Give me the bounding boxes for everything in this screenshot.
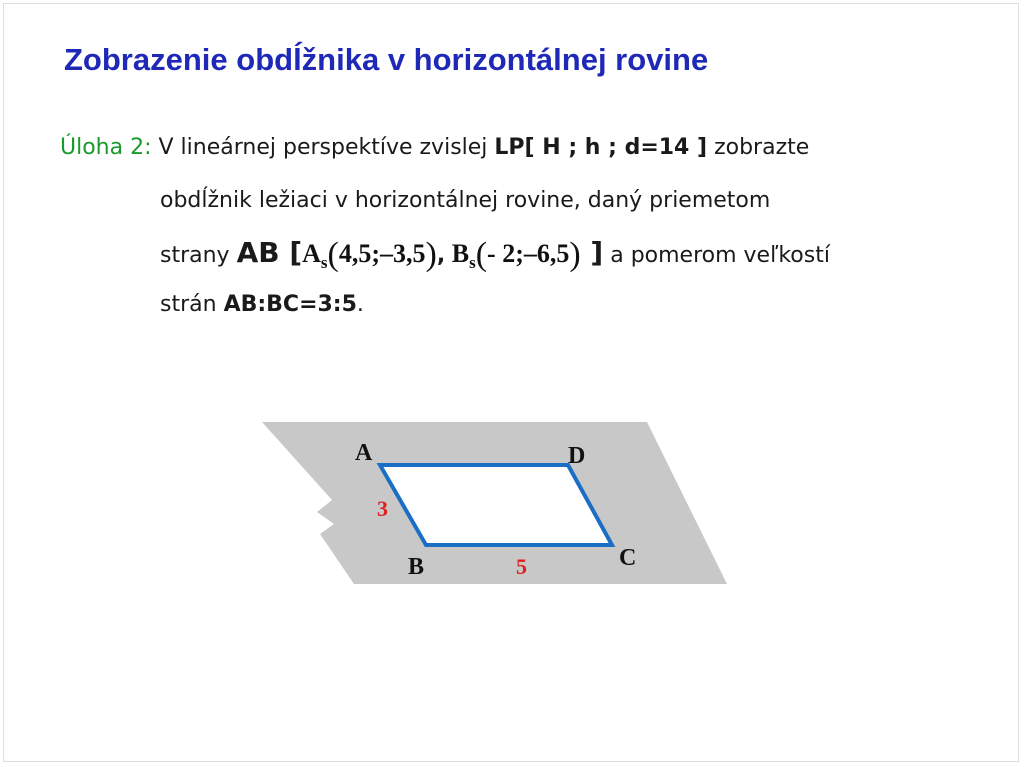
task-line-1-end: zobrazte	[707, 135, 810, 160]
segment-ab-close: ]	[580, 236, 604, 269]
task-line-4-text: strán	[160, 292, 224, 317]
paren-open-a: (	[327, 236, 339, 273]
paren-close-a: )	[425, 236, 437, 273]
point-a-name: A	[302, 239, 321, 268]
slide-title: Zobrazenie obdĺžnika v horizontálnej rovine	[64, 42, 709, 77]
task-line-4	[160, 290, 364, 320]
points-separator: ,	[436, 243, 446, 268]
rectangle-figure	[262, 422, 732, 588]
segment-ab-open: AB [	[236, 236, 303, 269]
vertex-d-label: D	[568, 443, 586, 469]
vertex-a-label: A	[355, 440, 373, 466]
point-b-name: B	[445, 239, 470, 268]
point-b-coords: - 2;–6,5	[487, 239, 570, 268]
side-ratio: AB:BC=3:5	[223, 292, 357, 317]
point-b-subscript: s	[469, 253, 476, 272]
task-line-3-text: strany	[160, 243, 237, 268]
task-line-1	[60, 133, 809, 163]
point-a-formula	[302, 236, 437, 273]
task-line-2: obdĺžnik ležiaci v horizontálnej rovine, daný priemetom	[160, 188, 771, 213]
side-ab-length: 3	[377, 496, 388, 521]
task-line-3	[160, 238, 830, 278]
perspective-spec: LP[ H ; h ; d=14 ]	[494, 135, 708, 160]
task-line-1-text: V lineárnej perspektíve zvislej	[151, 135, 495, 160]
vertex-b-label: B	[408, 554, 425, 580]
paren-open-b: (	[475, 236, 488, 273]
side-bc-length: 5	[516, 554, 527, 579]
vertex-c-label: C	[619, 545, 637, 571]
task-label: Úloha 2:	[60, 135, 152, 160]
task-line-4-end: .	[356, 292, 364, 317]
point-a-coords: 4,5;–3,5	[338, 239, 426, 268]
point-a-subscript: s	[320, 253, 328, 272]
slide-frame	[3, 3, 1019, 762]
point-b-formula	[445, 236, 581, 273]
task-line-3-end: a pomerom veľkostí	[603, 243, 830, 268]
paren-close-b: )	[569, 236, 581, 273]
